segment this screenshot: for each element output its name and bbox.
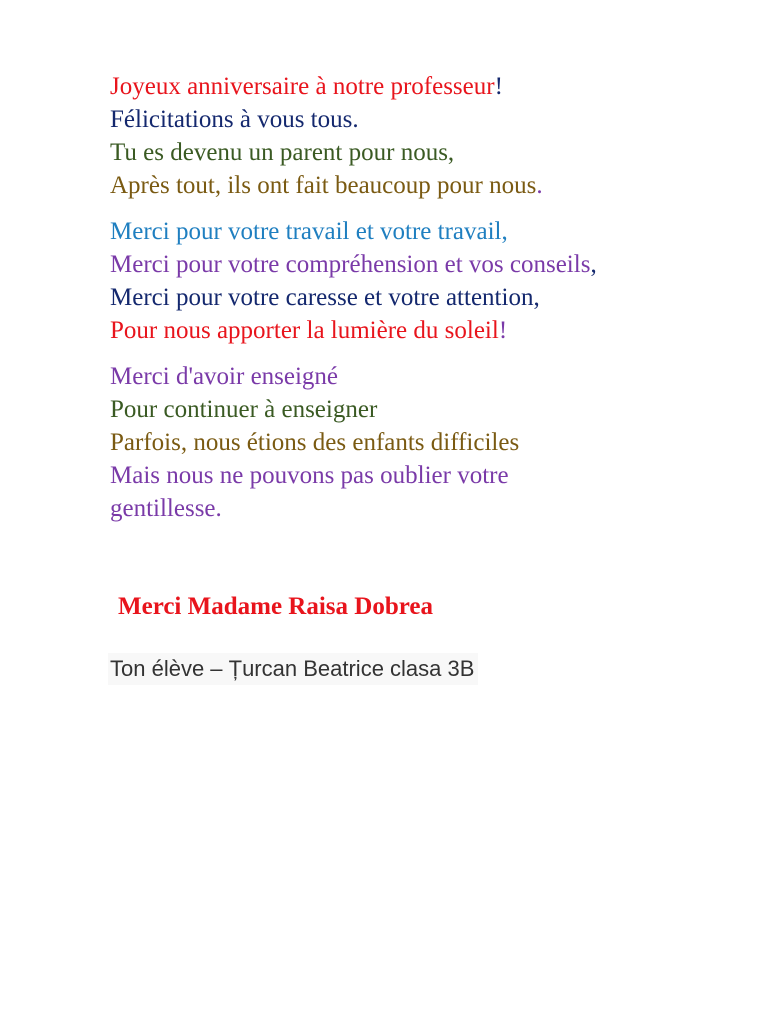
- student-credit: Ton élève – Țurcan Beatrice clasa 3B: [108, 653, 478, 685]
- stanza-1: [110, 70, 750, 202]
- line-punct: !: [498, 317, 508, 344]
- line-text: Pour nous apporter la lumière du soleil: [110, 317, 499, 344]
- line-text: Merci pour votre travail et votre travail,: [110, 218, 508, 245]
- line-punct: .: [536, 172, 543, 199]
- poem-line: [110, 393, 750, 426]
- line-text: Après tout, ils ont fait beaucoup pour nous: [110, 172, 537, 199]
- line-text: gentillesse.: [110, 495, 222, 522]
- poem-line: [110, 459, 750, 492]
- dedication-signature: Merci Madame Raisa Dobrea: [118, 593, 433, 620]
- poem-line: [110, 136, 750, 169]
- line-text: Parfois, nous étions des enfants difficiles: [110, 429, 520, 456]
- poem-line: [110, 215, 750, 248]
- poem-line: [110, 314, 750, 347]
- line-punct: !: [494, 73, 503, 100]
- line-punct: ,: [590, 251, 597, 278]
- poem-line: [110, 169, 750, 202]
- poem-line: [110, 281, 750, 314]
- stanza-2: [110, 215, 750, 347]
- line-text: Pour continuer à enseigner: [110, 396, 378, 423]
- poem-line: [110, 360, 750, 393]
- poem-line: [110, 103, 750, 136]
- stanza-3: [110, 360, 750, 525]
- poem-line: [110, 248, 750, 281]
- poem-line: [110, 492, 750, 525]
- line-text: Tu es devenu un parent pour nous,: [110, 139, 455, 166]
- line-text: Joyeux anniversaire à notre professeur: [110, 73, 495, 100]
- line-text: Merci pour votre caresse et votre attention,: [110, 284, 540, 311]
- poem-line: [110, 426, 750, 459]
- poem-line: [110, 70, 750, 103]
- line-text: Mais nous ne pouvons pas oublier votre: [110, 462, 509, 489]
- line-text: Merci d'avoir enseigné: [110, 363, 339, 390]
- line-text: Félicitations à vous tous.: [110, 106, 359, 133]
- line-text: Merci pour votre compréhension et vos conseils: [110, 251, 591, 278]
- poem: [110, 70, 750, 538]
